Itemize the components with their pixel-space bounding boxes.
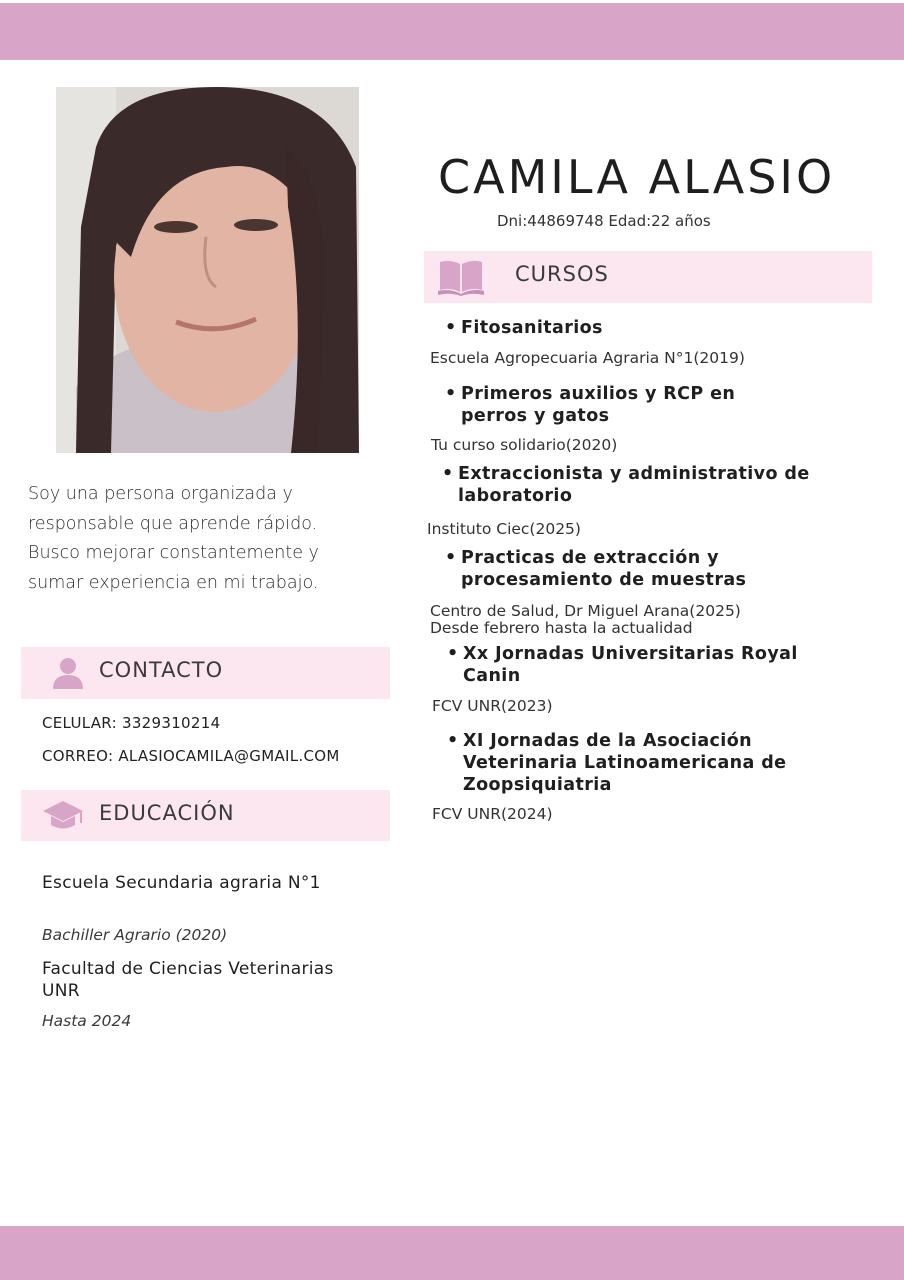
course-institution-2: Tu curso solidario(2020) <box>431 436 618 454</box>
course-title-5: • Xx Jornadas Universitarias Royal Canin <box>447 644 798 686</box>
person-icon <box>51 656 85 690</box>
education-detail-1: Bachiller Agrario (2020) <box>42 926 228 944</box>
contact-email: CORREO: ALASIOCAMILA@GMAIL.COM <box>42 747 340 765</box>
course-title-3: • Extraccionista y administrativo de laboratorio <box>442 464 810 506</box>
profile-photo <box>56 87 359 453</box>
full-name: CAMILA ALASIO <box>438 150 836 204</box>
contact-section-header <box>21 647 390 699</box>
education-school-1: Escuela Secundaria agraria N°1 <box>42 873 321 893</box>
contact-phone: CELULAR: 3329310214 <box>42 714 221 732</box>
course-title-4: • Practicas de extracción y procesamiento de muestras <box>445 548 747 590</box>
course-institution-6: FCV UNR(2024) <box>432 805 553 823</box>
courses-section-header <box>424 251 872 303</box>
course-title-6: • XI Jornadas de la Asociación Veterinaria Latinoamericana de Zoopsiquiatria <box>447 731 787 795</box>
course-institution-5: FCV UNR(2023) <box>432 697 553 715</box>
bottom-band <box>0 1226 904 1280</box>
course-title-2: • Primeros auxilios y RCP en perros y gatos <box>445 384 736 426</box>
courses-title: CURSOS <box>515 262 609 286</box>
contact-title: CONTACTO <box>99 658 224 682</box>
course-institution-3: Instituto Ciec(2025) <box>427 520 581 538</box>
education-school-2: Facultad de Ciencias Veterinarias UNR <box>42 959 334 1001</box>
book-icon <box>438 258 484 296</box>
course-institution-1: Escuela Agropecuaria Agraria N°1(2019) <box>430 349 745 367</box>
id-age-line: Dni:44869748 Edad:22 años <box>497 212 711 230</box>
about-text: Soy una persona organizada y responsable que aprende rápido. Busco mejorar constantemente y sumar experiencia en mi trabajo. <box>28 484 319 593</box>
education-section-header <box>21 790 390 841</box>
education-detail-2: Hasta 2024 <box>42 1012 132 1030</box>
course-title-1: • Fitosanitarios <box>445 318 603 338</box>
course-institution-4: Centro de Salud, Dr Miguel Arana(2025) <box>430 602 741 620</box>
course-note-4: Desde febrero hasta la actualidad <box>430 619 693 637</box>
top-band <box>0 3 904 60</box>
education-title: EDUCACIÓN <box>99 801 235 825</box>
graduation-cap-icon <box>42 799 84 833</box>
